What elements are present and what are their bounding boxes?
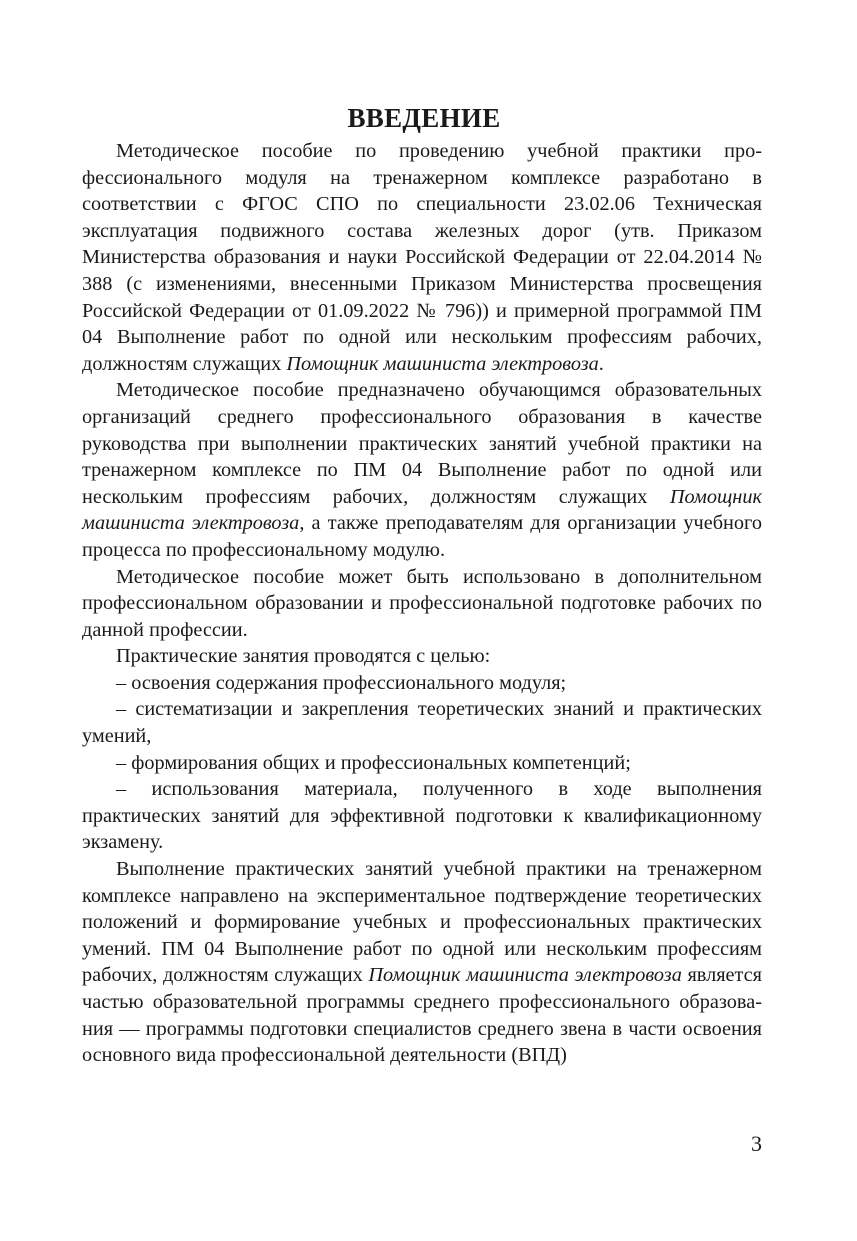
section-title: ВВЕДЕНИЕ bbox=[347, 103, 501, 133]
document-page bbox=[82, 98, 762, 1069]
paragraph-intro-end: . bbox=[598, 352, 604, 375]
body-text bbox=[82, 138, 762, 1069]
paragraph-intro bbox=[82, 138, 762, 377]
paragraph-purpose-end: , а также преподавателям для организации учебного процесса по профессиональному модулю. bbox=[82, 512, 762, 561]
list-item: – систематизации и закрепления теоретических знаний и практических умений, bbox=[82, 698, 762, 748]
list-item: – освоения содержания профессионального модуля; bbox=[116, 671, 567, 694]
paragraph-purpose bbox=[82, 377, 762, 563]
paragraph-final bbox=[82, 856, 762, 1069]
paragraph-goals-heading: Практические занятия проводятся с целью: bbox=[116, 645, 491, 668]
paragraph-final-emphasis: Помощник машиниста электровоза bbox=[368, 964, 682, 987]
paragraph-final-text: Выполнение практических занятий учебной практики на тренажерном комплексе направлено на экспериментальное подтверждение теоретических положений и формирование учебных и профессиональных практических умений. ПМ 04 Выполнение работ по одной или нескольким профессиям рабочих, должностям служащих bbox=[82, 858, 762, 987]
paragraph-purpose-emphasis: Помощник машиниста электровоза bbox=[82, 485, 762, 535]
paragraph-final-end: является частью образовательной программы среднего профессионального образования — программы подготовки специалистов среднего звена в части освоения основного вида профессиональной деятельности (ВПД) bbox=[82, 964, 762, 1067]
paragraph-intro-text: Методическое пособие по проведению учебной практики профессионального модуля на тренажерном комплексе разработано в соответствии с ФГОС СПО по специальности 23.02.06 Техническая эксплуатация подвижного состава железных дорог (утв. Приказом Министерства образования и науки Российской Федерации от 22.04.2014 № 388 (с изменениями, внесенными Приказом Министерства просвещения Российской Федерации от 01.09.2022 № 796)) и примерной программой ПМ 04 Выполнение работ по одной или нескольким профессиям рабочих, должностям служащих bbox=[82, 140, 762, 375]
paragraph-usage: Методическое пособие может быть использовано в дополнительном профессиональном образовании и профессиональной подготовке рабочих по данной профессии. bbox=[82, 565, 762, 641]
list-item: – использования материала, полученного в ходе выполнения практических занятий для эффективной подготовки к квалификационному экзамену. bbox=[82, 778, 762, 854]
list-item: – формирования общих и профессиональных компетенций; bbox=[116, 751, 631, 774]
paragraph-intro-emphasis: Помощник машиниста электровоза bbox=[286, 352, 599, 375]
page-number: 3 bbox=[751, 1131, 762, 1156]
paragraph-purpose-text: Методическое пособие предназначено обучающимся образовательных организаций среднего профессионального образования в качестве руководства при выполнении практических занятий учебной практики на тренажерном комплексе по ПМ 04 Выполнение работ по одной или нескольким профессиям рабочих, должностям служащих bbox=[82, 379, 762, 508]
